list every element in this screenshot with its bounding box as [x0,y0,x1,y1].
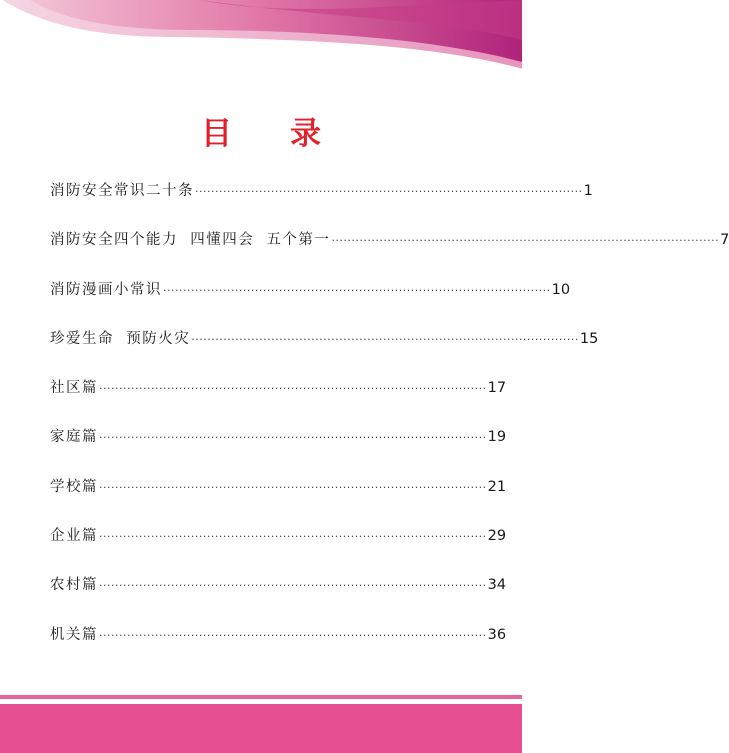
toc-entry[interactable] [50,278,571,327]
toc-entry-page: 15 [579,330,599,347]
toc-entry[interactable] [50,573,507,622]
toc-entry[interactable] [50,179,593,228]
footer-divider-line [0,695,522,699]
toc-entry-page: 34 [487,577,507,594]
toc-entry[interactable] [50,425,507,474]
toc-leader-dots: ································································································· [195,185,583,198]
toc-entry[interactable] [50,327,599,376]
toc-leader-dots: ································································································· [99,628,487,642]
toc-entry-page: 17 [487,380,507,397]
toc-entry-label: 社区篇 [50,380,98,397]
toc-entry-page: 1 [583,183,593,199]
toc-leader-dots: ································································································· [99,382,487,396]
toc-entry-label: 学校篇 [50,478,98,495]
table-of-contents [50,179,729,672]
toc-entry-page: 21 [487,478,507,495]
toc-entry-page: 7 [720,232,729,249]
toc-entry-label: 消防安全四个能力 四懂四会 五个第一 [50,232,331,249]
toc-entry[interactable] [50,475,507,524]
toc-leader-dots: ································································································· [99,579,487,593]
footer-bar [0,704,522,753]
toc-entry-page: 10 [551,281,571,298]
title-char-2: 录 [290,116,321,152]
toc-entry-label: 家庭篇 [50,429,98,446]
toc-entry-label: 消防漫画小常识 [50,281,162,298]
toc-entry-label: 珍爱生命 预防火灾 [50,330,191,347]
toc-entry[interactable] [50,524,507,573]
title-char-1: 目 [201,116,232,152]
page-title [0,108,522,152]
toc-entry-label: 消防安全常识二十条 [50,183,194,199]
toc-entry-label: 农村篇 [50,577,98,594]
toc-leader-dots: ································································································· [99,431,487,445]
toc-leader-dots: ································································································· [99,530,487,544]
toc-leader-dots: ································································································· [191,332,579,346]
toc-entry[interactable] [50,623,507,672]
toc-entry-page: 19 [487,429,507,446]
toc-entry-label: 机关篇 [50,626,98,643]
toc-entry[interactable] [50,228,729,277]
toc-leader-dots: ································································································· [163,283,551,297]
decorative-header-banner [0,0,522,120]
toc-leader-dots: ································································································· [331,234,720,248]
toc-entry[interactable] [50,376,507,425]
toc-entry-page: 36 [487,626,507,643]
toc-leader-dots: ································································································· [99,480,487,494]
toc-entry-page: 29 [487,528,507,545]
toc-entry-label: 企业篇 [50,528,98,545]
